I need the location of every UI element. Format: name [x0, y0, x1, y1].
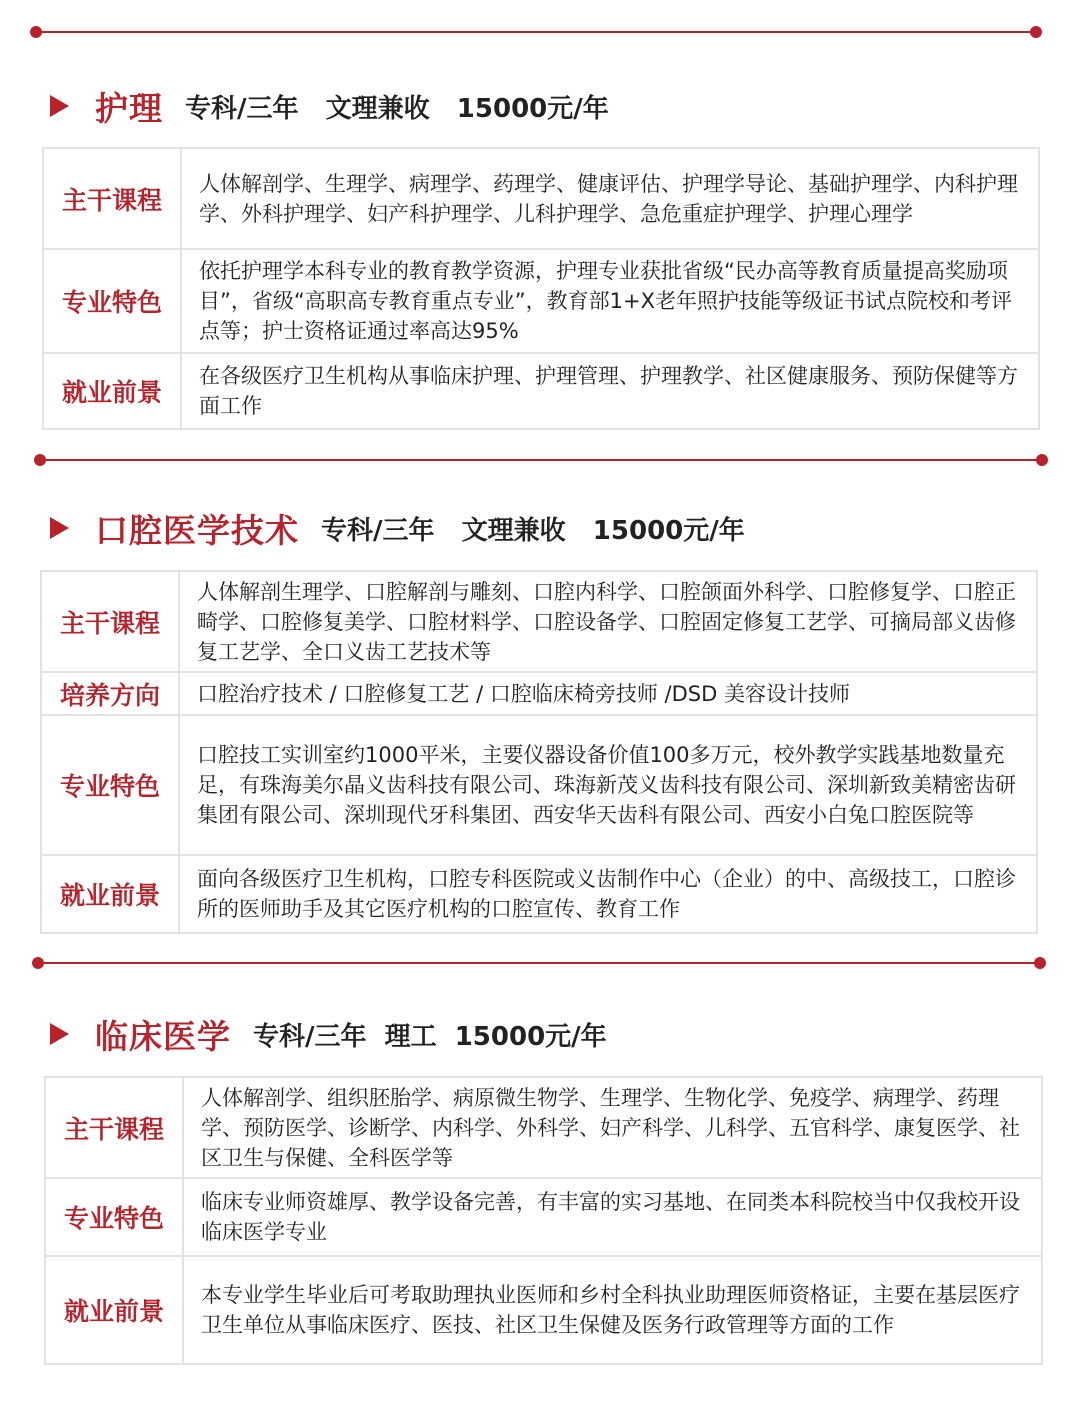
row-label: 就业前景 [43, 353, 181, 429]
row-content: 口腔技工实训室约1000平米，主要仪器设备价值100多万元，校外教学实践基地数量充足，有珠海美尔晶义齿科技有限公司、珠海新茂义齿科技有限公司、深圳新致美精密齿研集团有限公司、深圳现代牙科集团、西安华天齿科有限公司、西安小白兔口腔医院等 [179, 715, 1037, 855]
major-meta: 专科/三年 文理兼收 15000元/年 [321, 515, 745, 546]
table-row [43, 353, 1039, 429]
table-row [45, 1178, 1042, 1256]
row-content: 面向各级医疗卫生机构，口腔专科医院或义齿制作中心（企业）的中、高级技工，口腔诊所的医师助手及其它医疗机构的口腔宣传、教育工作 [179, 855, 1037, 933]
section-heading [50, 1012, 607, 1056]
major-meta: 专科/三年 文理兼收 15000元/年 [185, 93, 609, 124]
major-name: 口腔医学技术 [95, 510, 299, 550]
row-content: 临床专业师资雄厚、教学设备完善，有丰富的实习基地、在同类本科院校当中仅我校开设临床医学专业 [183, 1178, 1042, 1256]
row-label: 主干课程 [43, 148, 181, 249]
table-row [41, 715, 1037, 855]
play-triangle-icon [50, 95, 69, 117]
section-heading [50, 506, 745, 550]
row-label: 专业特色 [45, 1178, 183, 1256]
major-meta: 专科/三年 理工 15000元/年 [253, 1021, 607, 1052]
row-content: 人体解剖生理学、口腔解剖与雕刻、口腔内科学、口腔颌面外科学、口腔修复学、口腔正畸学、口腔修复美学、口腔材料学、口腔设备学、口腔固定修复工艺学、可摘局部义齿修复工艺学、全口义齿工艺技术等 [179, 571, 1037, 672]
row-label: 专业特色 [43, 249, 181, 353]
table-row [43, 148, 1039, 249]
major-info-table [40, 570, 1038, 934]
table-row [41, 855, 1037, 933]
row-label: 主干课程 [41, 571, 179, 672]
row-label: 培养方向 [41, 672, 179, 715]
play-triangle-icon [50, 517, 69, 539]
major-name: 临床医学 [95, 1016, 231, 1056]
section-divider [38, 962, 1040, 964]
table-row [45, 1077, 1042, 1178]
table-row [41, 672, 1037, 715]
major-info-table [42, 147, 1040, 430]
row-label: 主干课程 [45, 1077, 183, 1178]
row-label: 就业前景 [41, 855, 179, 933]
major-info-table [44, 1076, 1043, 1365]
table-row [43, 249, 1039, 353]
row-label: 就业前景 [45, 1256, 183, 1364]
section-divider [36, 31, 1036, 33]
table-row [41, 571, 1037, 672]
row-label: 专业特色 [41, 715, 179, 855]
table-row [45, 1256, 1042, 1364]
section-divider [40, 459, 1042, 461]
row-content: 在各级医疗卫生机构从事临床护理、护理管理、护理教学、社区健康服务、预防保健等方面工作 [181, 353, 1039, 429]
row-content: 口腔治疗技术 / 口腔修复工艺 / 口腔临床椅旁技师 /DSD 美容设计技师 [179, 672, 1037, 715]
play-triangle-icon [50, 1023, 69, 1045]
row-content: 本专业学生毕业后可考取助理执业医师和乡村全科执业助理医师资格证，主要在基层医疗卫生单位从事临床医疗、医技、社区卫生保健及医务行政管理等方面的工作 [183, 1256, 1042, 1364]
major-name: 护理 [95, 88, 163, 128]
section-heading [50, 84, 609, 128]
row-content: 人体解剖学、组织胚胎学、病原微生物学、生理学、生物化学、免疫学、病理学、药理学、预防医学、诊断学、内科学、外科学、妇产科学、儿科学、五官科学、康复医学、社区卫生与保健、全科医学等 [183, 1077, 1042, 1178]
row-content: 依托护理学本科专业的教育教学资源，护理专业获批省级“民办高等教育质量提高奖励项目”，省级“高职高专教育重点专业”，教育部1+X老年照护技能等级证书试点院校和考评点等；护士资格证通过率高达95% [181, 249, 1039, 353]
row-content: 人体解剖学、生理学、病理学、药理学、健康评估、护理学导论、基础护理学、内科护理学、外科护理学、妇产科护理学、儿科护理学、急危重症护理学、护理心理学 [181, 148, 1039, 249]
